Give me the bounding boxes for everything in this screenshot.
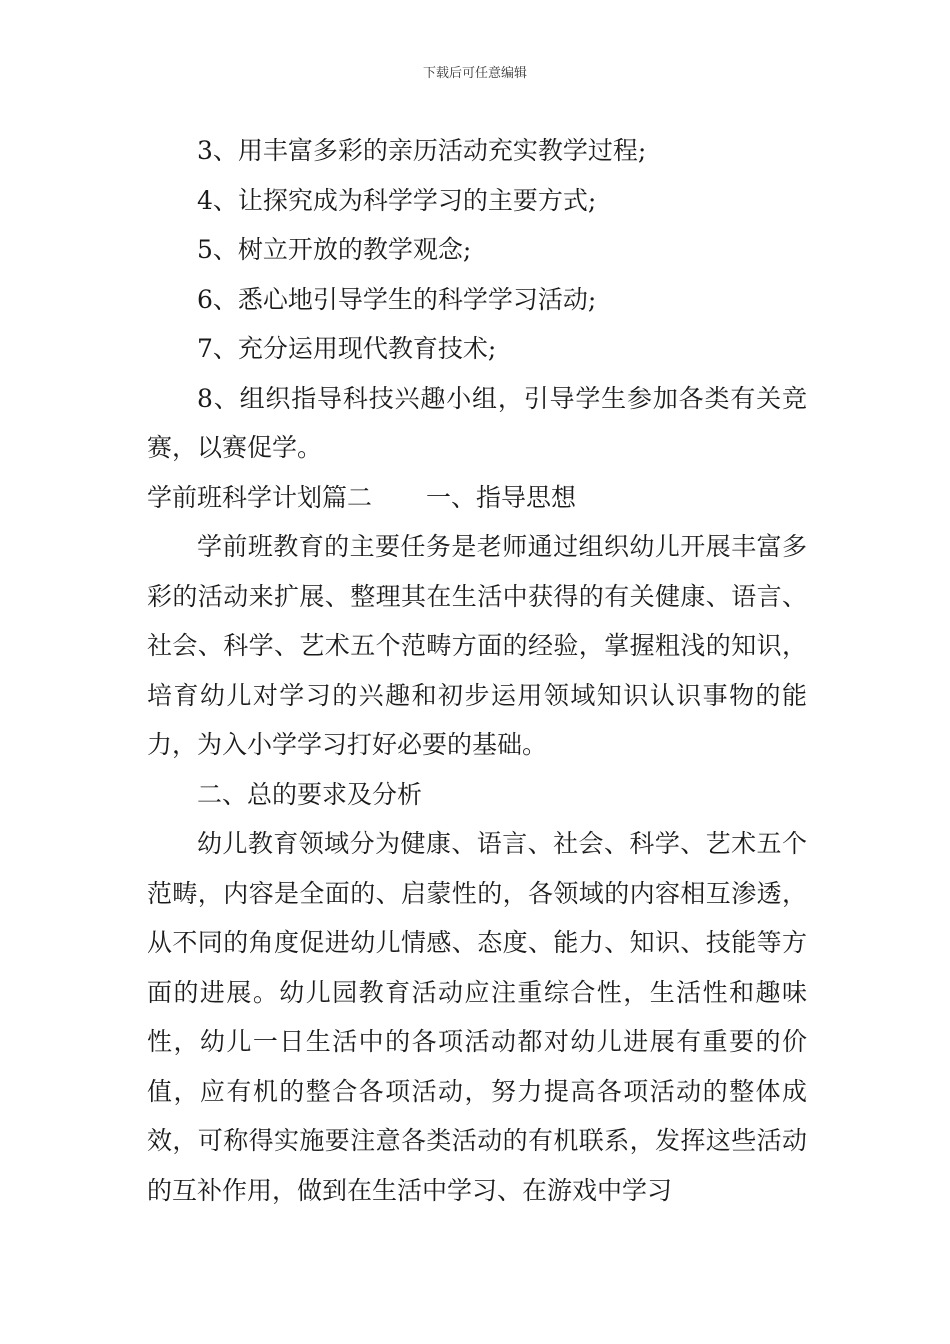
list-item: 6、悉心地引导学生的科学学习活动;: [197, 284, 597, 314]
section-heading-requirements: 二、总的要求及分析: [197, 779, 423, 809]
list-item: 8、组织指导科技兴趣小组，引导学生参加各类有关竞赛，以赛促学。: [147, 383, 807, 462]
section-title-main: 学前班科学计划篇二: [147, 482, 373, 512]
section-title: [147, 473, 807, 523]
list-item: 4、让探究成为科学学习的主要方式;: [197, 185, 597, 215]
document-body: [147, 126, 807, 1215]
section-title-sub: 一、指导思想: [426, 482, 577, 512]
paragraph-requirements: 幼儿教育领域分为健康、语言、社会、科学、艺术五个范畴，内容是全面的、启蒙性的，各领域的内容相互渗透，从不同的角度促进幼儿情感、态度、能力、知识、技能等方面的进展。幼儿园教育活动应注重综合性，生活性和趣味性，幼儿一日生活中的各项活动都对幼儿进展有重要的价值，应有机的整合各项活动，努力提高各项活动的整体成效，可称得实施要注意各类活动的有机联系，发挥这些活动的互补作用，做到在生活中学习、在游戏中学习: [147, 829, 807, 1205]
list-item: 5、树立开放的教学观念;: [197, 235, 472, 264]
list-item: 7、充分运用现代教育技术;: [197, 334, 497, 363]
page-header-note: 下载后可任意编辑: [422, 66, 527, 81]
list-item: 3、用丰富多彩的亲历活动充实教学过程;: [197, 136, 647, 165]
paragraph-guiding-thought: 学前班教育的主要任务是老师通过组织幼儿开展丰富多彩的活动来扩展、整理其在生活中获得的有关健康、语言、社会、科学、艺术五个范畴方面的经验，掌握粗浅的知识，培育幼儿对学习的兴趣和初步运用领域知识认识事物的能力，为入小学学习打好必要的基础。: [147, 532, 807, 759]
